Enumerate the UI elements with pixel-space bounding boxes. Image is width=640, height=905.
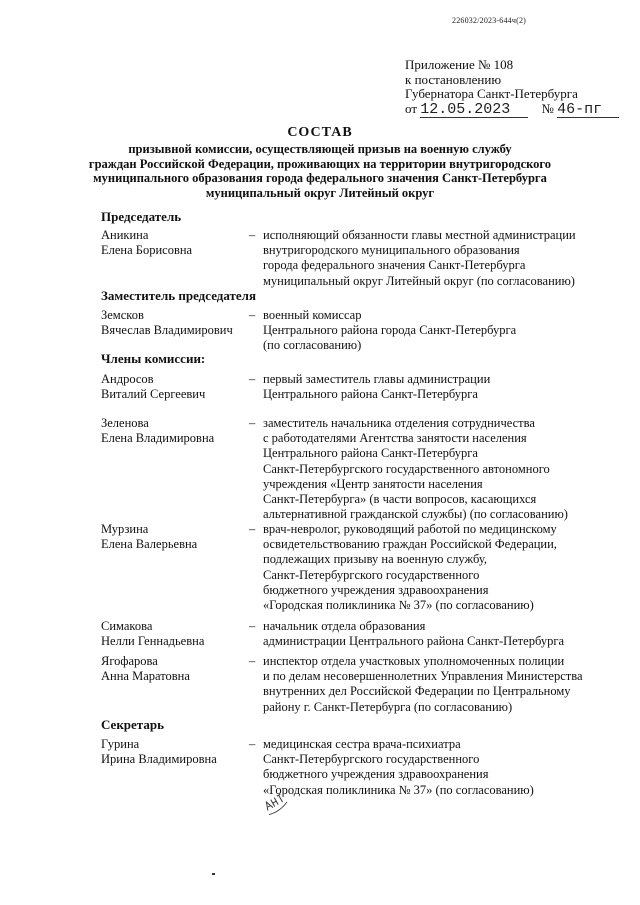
position-line: первый заместитель главы администрации [263, 372, 491, 386]
surname: Ягофарова [101, 654, 158, 668]
position-line: администрации Центрального района Санкт-Петербурга [263, 634, 565, 649]
section-chairman: Председатель [101, 209, 182, 224]
position-line: внутригородского муниципального образования [263, 243, 520, 258]
given-names: Нелли Геннадьевна [101, 634, 205, 649]
position-line: муниципальный округ Литейный округ (по согласованию) [263, 273, 575, 288]
position-line: Санкт-Петербургского государственного [263, 752, 480, 767]
member-androsov [101, 372, 601, 404]
number-value: 46-пг [557, 100, 603, 118]
position-line: и по делам несовершеннолетних Управления Министерства [263, 669, 583, 684]
appendix-block [405, 58, 625, 118]
position-line: исполняющий обязанности главы местной администрации [263, 228, 576, 242]
member-position [263, 654, 603, 715]
date-field [420, 102, 528, 119]
title-line-1: призывной комиссии, осуществляющей призыв на военную службу [128, 142, 512, 156]
member-yagofarova [101, 654, 601, 716]
position-line: города федерального значения Санкт-Петербурга [263, 258, 526, 273]
position-line: Санкт-Петербургского государственного автономного [263, 461, 550, 476]
title-line-3: муниципального образования города федерального значения Санкт-Петербурга [93, 171, 547, 186]
surname: Андросов [101, 372, 154, 386]
number-label: № [541, 100, 554, 116]
member-zemskov [101, 308, 601, 354]
member-position [263, 372, 603, 402]
given-names: Ирина Владимировна [101, 752, 217, 767]
surname: Аникина [101, 228, 149, 242]
dash: – [249, 372, 256, 386]
given-names: Елена Борисовна [101, 243, 193, 258]
from-label: от [405, 100, 418, 116]
position-line: подлежащих призыву на военную службу, [263, 552, 487, 567]
member-position [263, 416, 603, 522]
position-line: медицинская сестра врача-психиатра [263, 737, 461, 751]
given-names: Вячеслав Владимирович [101, 323, 233, 338]
member-name [101, 737, 251, 767]
position-line: военный комиссар [263, 308, 362, 322]
appendix-title: Приложение № 108 [405, 57, 514, 72]
date-value: 12.05.2023 [420, 100, 511, 118]
appendix-ref: к постановлению [405, 71, 502, 87]
scan-speck [212, 873, 215, 875]
appendix-governor: Губернатора Санкт-Петербурга [405, 86, 578, 101]
appendix-date-line [405, 102, 625, 119]
number-field [557, 102, 619, 119]
surname: Гурина [101, 737, 140, 751]
position-line: «Городская поликлиника № 37» (по согласованию) [263, 782, 534, 797]
position-line: освидетельствованию граждан Российской Федерации, [263, 537, 557, 552]
member-position [263, 228, 603, 289]
member-name [101, 654, 251, 684]
position-line: альтернативной гражданской службы) (по согласованию) [263, 507, 568, 522]
dash: – [249, 654, 256, 668]
position-line: инспектор отдела участковых уполномоченных полиции [263, 654, 565, 668]
section-members: Члены комиссии: [101, 351, 206, 366]
surname: Мурзина [101, 522, 149, 536]
position-line: «Городская поликлиника № 37» (по согласованию) [263, 598, 534, 613]
section-secretary: Секретарь [101, 717, 164, 732]
document-id: 226032/2023-644ч(2) [452, 16, 527, 25]
member-name [101, 619, 251, 649]
member-gurina [101, 737, 601, 799]
dash: – [249, 522, 256, 536]
member-position [263, 737, 603, 798]
given-names: Анна Маратовна [101, 669, 190, 684]
title-line-4: муниципальный округ Литейный округ [205, 185, 435, 200]
member-simakova [101, 619, 601, 651]
position-line: бюджетного учреждения здравоохранения [263, 767, 489, 782]
member-murzina [101, 522, 601, 614]
surname: Зеленова [101, 416, 149, 430]
surname: Симакова [101, 619, 153, 633]
position-line: с работодателями Агентства занятости населения [263, 431, 527, 446]
dash: – [249, 308, 256, 322]
position-line: району г. Санкт-Петербурга (по согласованию) [263, 699, 513, 714]
position-line: Центрального района Санкт-Петербурга [263, 387, 478, 402]
position-line: (по согласованию) [263, 338, 362, 353]
member-name [101, 522, 251, 552]
given-names: Елена Валерьевна [101, 537, 198, 552]
member-name [101, 416, 251, 446]
given-names: Елена Владимировна [101, 431, 215, 446]
surname: Земсков [101, 308, 144, 322]
position-line: учреждения «Центр занятости населения [263, 476, 483, 491]
position-line: начальник отдела образования [263, 619, 426, 633]
title-line-2: граждан Российской Федерации, проживающих на территории внутригородского [88, 156, 552, 171]
position-line: Центрального района города Санкт-Петербурга [263, 323, 517, 338]
dash: – [249, 228, 256, 242]
position-line: Центрального района Санкт-Петербурга [263, 446, 478, 461]
title-main: СОСТАВ [287, 125, 353, 140]
section-deputy: Заместитель председателя [101, 288, 257, 303]
position-line: Санкт-Петербургского государственного [263, 567, 480, 582]
position-line: Санкт-Петербурга» (в части вопросов, касающихся [263, 492, 537, 507]
dash: – [249, 619, 256, 633]
position-line: внутренних дел Российской Федерации по Центральному [263, 684, 571, 699]
position-line: бюджетного учреждения здравоохранения [263, 582, 489, 597]
member-position [263, 522, 603, 613]
member-position [263, 308, 603, 354]
member-name [101, 372, 251, 402]
member-zelenova [101, 416, 601, 524]
member-name [101, 308, 251, 338]
member-position [263, 619, 603, 649]
given-names: Виталий Сергеевич [101, 387, 206, 402]
dash: – [249, 416, 256, 430]
position-line: врач-невролог, руководящий работой по медицинскому [263, 522, 557, 536]
document-title [0, 124, 640, 200]
dash: – [249, 737, 256, 751]
position-line: заместитель начальника отделения сотрудничества [263, 416, 535, 430]
member-anikina [101, 228, 601, 290]
member-name [101, 228, 251, 258]
